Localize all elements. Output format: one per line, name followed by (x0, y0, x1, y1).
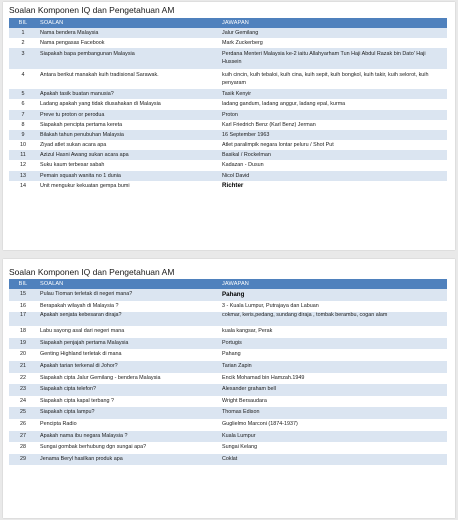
table-row (9, 338, 447, 350)
question-cell: Bilakah tahun penubuhan Malaysia (40, 131, 124, 138)
table-row (9, 431, 447, 443)
table-row (9, 301, 447, 313)
row-number: 23 (20, 386, 26, 393)
answer-cell: Portugis (222, 339, 242, 346)
table-row (9, 326, 447, 338)
question-cell: Jenama Beryl hasilkan produk apa (40, 455, 123, 462)
answer-cell: Atlet paralimpik negara lontar peluru / Shot Put (222, 142, 334, 149)
sheet-title: Soalan Komponen IQ dan Pengetahuan AM (9, 5, 175, 15)
answer-cell: Coklat (222, 455, 238, 462)
header-soalan: SOALAN (40, 281, 64, 287)
sheet-title: Soalan Komponen IQ dan Pengetahuan AM (9, 267, 175, 277)
question-cell: Pemain squash wanita no 1 dunia (40, 172, 121, 179)
table-row (9, 171, 447, 181)
question-cell: Siapakah bapa pembangunan Malaysia (40, 51, 135, 58)
table-row (9, 419, 447, 431)
table-row (9, 48, 447, 68)
row-number: 18 (20, 328, 26, 335)
question-cell: Siapakah cipta kapal terbang ? (40, 397, 115, 404)
table-row (9, 384, 447, 396)
answer-cell: Basikal / Rockelman (222, 152, 271, 159)
table-body (9, 289, 447, 465)
question-cell: Siapakah penjajah pertama Malaysia (40, 339, 129, 346)
row-number: 3 (21, 51, 25, 58)
answer-cell: Encik Mohamad bin Hamzah.1949 (222, 374, 305, 381)
row-number: 1 (21, 30, 25, 36)
table-row (9, 140, 447, 150)
table-row (9, 396, 447, 408)
table-header (9, 279, 447, 289)
answer-cell: Pahang (222, 351, 241, 358)
question-cell: Berapakah wilayah di Malaysia ? (40, 302, 119, 309)
answer-cell: Sungai Kelang (222, 444, 258, 451)
row-number: 25 (20, 409, 26, 416)
table-row (9, 89, 447, 99)
question-cell: Ziyad atlet sukan acara apa (40, 142, 107, 149)
row-number: 14 (20, 182, 26, 189)
answer-cell: Tasik Kenyir (222, 91, 252, 98)
table-row (9, 38, 447, 48)
table-row (9, 110, 447, 120)
row-number: 21 (20, 362, 26, 369)
answer-cell: ladang gandum, ladang anggur, ladang epal, kurma (222, 101, 346, 108)
table-body (9, 28, 447, 191)
row-number: 16 (20, 302, 26, 309)
answer-cell: Karl Friedrich Benz (Karl Benz) Jerman (222, 121, 316, 128)
row-number: 28 (20, 444, 26, 451)
question-cell: Ladang apakah yang tidak diusahakan di Malaysia (40, 101, 161, 108)
row-number: 12 (20, 162, 26, 169)
question-sheet-part-2 (3, 259, 455, 518)
answer-cell: 3 - Kuala Lumpur, Putrajaya dan Labuan (222, 302, 319, 309)
question-cell: Siapakah cipta telefon? (40, 386, 97, 393)
row-number: 20 (20, 351, 26, 358)
row-number: 27 (20, 432, 26, 439)
question-cell: Siapakah cipta Jalur Gemilang - bendera Malaysia (40, 374, 161, 381)
row-number: 5 (21, 91, 25, 98)
question-cell: Siapakah cipta lampu? (40, 409, 95, 416)
question-cell: Pencipta Radio (40, 420, 77, 427)
row-number: 9 (21, 131, 25, 138)
answer-cell: Tarian Zapin (222, 362, 252, 369)
row-number: 13 (20, 172, 26, 179)
row-number: 6 (21, 101, 25, 108)
question-sheet-part-1 (3, 2, 455, 250)
answer-cell: Kuala Lumpur (222, 432, 256, 439)
answer-cell: Mark Zuckerberg (222, 40, 263, 47)
header-jawapan: JAWAPAN (222, 281, 249, 287)
row-number: 29 (20, 455, 26, 462)
row-number: 19 (20, 339, 26, 346)
table-header (9, 18, 447, 28)
table-row (9, 289, 447, 301)
answer-cell: Wright Bersaudara (222, 397, 267, 404)
table-row (9, 349, 447, 361)
answer-cell: cokmar, keris,pedang, sundang diraja , tombak berambu, cogan alam (222, 312, 388, 319)
question-cell: Pulau Tioman terletak di negeri mana? (40, 291, 133, 297)
table-row (9, 442, 447, 454)
row-number: 26 (20, 420, 26, 427)
question-cell: Unit mengukur kekuatan gempa bumi (40, 182, 130, 189)
answer-cell: Richter (222, 181, 244, 189)
answer-cell: Thomas Edison (222, 409, 260, 416)
question-cell: Nama bendera Malaysia (40, 30, 99, 36)
table-row (9, 130, 447, 140)
answer-cell: Alexander graham bell (222, 386, 276, 393)
table-row (9, 69, 447, 89)
table-row (9, 454, 447, 466)
question-cell: Preve tu proton or perodua (40, 111, 105, 118)
question-cell: Apakah senjata kebesaran diraja? (40, 312, 122, 319)
table-row (9, 361, 447, 373)
row-number: 2 (21, 40, 25, 47)
answer-cell: kuala kangsar, Perak (222, 328, 273, 335)
question-cell: Apakah tasik buatan manusia? (40, 91, 114, 98)
row-number: 7 (21, 111, 25, 118)
row-number: 10 (20, 142, 26, 149)
table-row (9, 160, 447, 170)
table-row (9, 407, 447, 419)
header-bil: BIL (18, 20, 28, 26)
answer-cell: Perdana Menteri Malaysia ke-2 iaitu Allahyarham Tun Haji Abdul Razak bin Dato' Haji Hussein (222, 51, 426, 66)
table-row (9, 99, 447, 109)
row-number: 17 (20, 312, 26, 319)
table-row (9, 28, 447, 38)
table-row (9, 150, 447, 160)
qa-table (9, 18, 447, 191)
question-cell: Genting Highland terletak di mana (40, 351, 122, 358)
answer-cell: Nicol David (222, 172, 250, 179)
row-number: 24 (20, 397, 26, 404)
table-row (9, 120, 447, 130)
row-number: 8 (21, 121, 25, 128)
qa-table (9, 279, 447, 465)
row-number: 11 (20, 152, 26, 159)
header-jawapan: JAWAPAN (222, 20, 249, 26)
question-cell: Nama pengasas Facebook (40, 40, 105, 47)
question-cell: Siapakah pencipta pertama kereta (40, 121, 123, 128)
answer-cell: kuih cincin, kuih tebaloi, kuih cina, kuih sepit, kuih bongkol, kuih takir, kuih selorot, kuih penyaram (222, 71, 429, 86)
question-cell: Labu sayong asal dari negeri mana (40, 328, 125, 335)
question-cell: Apakah tarian terkenal di Johor? (40, 362, 118, 369)
question-cell: Sungai gombak berhubung dgn sungai apa? (40, 444, 147, 451)
table-row (9, 181, 447, 191)
row-number: 4 (21, 71, 25, 78)
table-row (9, 312, 447, 326)
row-number: 15 (20, 291, 26, 297)
answer-cell: Proton (222, 111, 238, 118)
table-row (9, 373, 447, 385)
question-cell: Suku kaum terbesar sabah (40, 162, 105, 169)
answer-cell: 16 September 1963 (222, 131, 270, 138)
question-cell: Azizul Hasni Awang sukan acara apa (40, 152, 129, 159)
answer-cell: Jalur Gemilang (222, 30, 259, 36)
answer-cell: Pahang (222, 291, 245, 298)
header-bil: BIL (18, 281, 28, 287)
answer-cell: Guglielmo Marconi (1874-1937) (222, 420, 298, 427)
question-cell: Antara berikut manakah kuih tradisional Sarawak. (40, 71, 159, 78)
question-cell: Apakah nama ibu negara Malaysia ? (40, 432, 128, 439)
header-soalan: SOALAN (40, 20, 64, 26)
answer-cell: Kadazan - Dusun (222, 162, 264, 169)
row-number: 22 (20, 374, 26, 381)
